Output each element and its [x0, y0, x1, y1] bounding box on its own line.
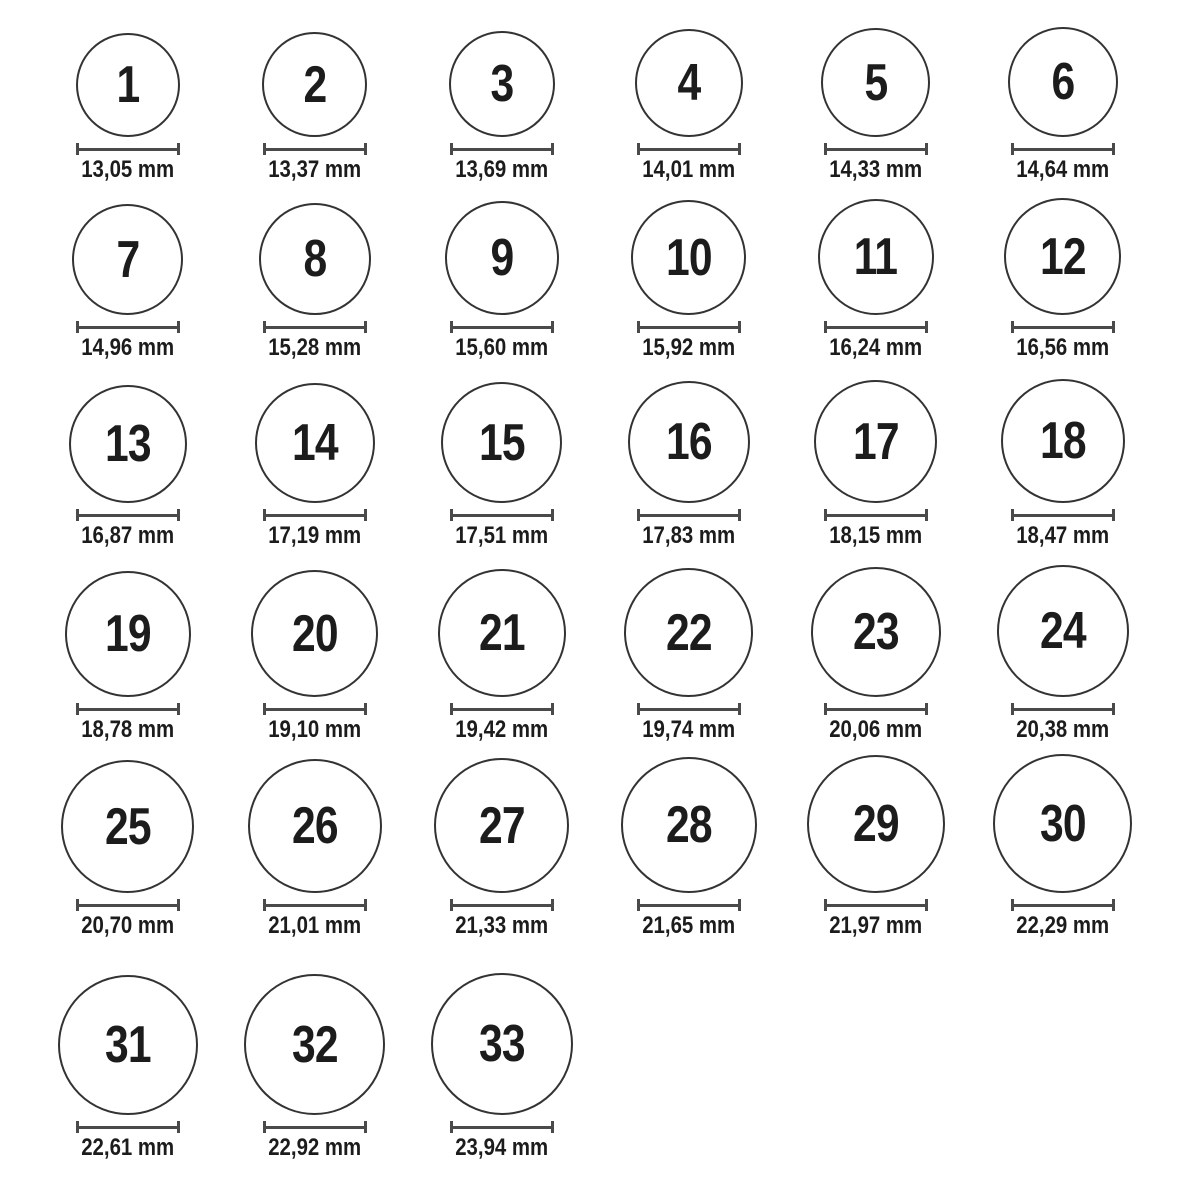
ring-size-cell [1008, 27, 1118, 182]
diameter-measure-line [637, 703, 741, 715]
measure-bar [827, 514, 925, 517]
measure-bar [266, 148, 364, 151]
size-circle [431, 973, 573, 1115]
diameter-measure-line [824, 899, 928, 911]
measure-tick-right [738, 899, 741, 911]
diameter-measure-line [637, 899, 741, 911]
measure-bar [453, 326, 551, 329]
measure-tick-right [925, 899, 928, 911]
measure-bar [1014, 148, 1112, 151]
measure-tick-right [177, 321, 180, 333]
size-number: 24 [1039, 602, 1086, 660]
ring-size-cell [434, 758, 569, 938]
size-circle [445, 201, 559, 315]
diameter-measure-line [263, 509, 367, 521]
measure-tick-right [1112, 321, 1115, 333]
size-number: 5 [864, 53, 887, 112]
diameter-label: 16,24 mm [829, 334, 922, 361]
diameter-label: 17,83 mm [642, 522, 735, 549]
measure-bar [453, 1126, 551, 1129]
size-circle [58, 975, 198, 1115]
measure-tick-right [177, 509, 180, 521]
ring-size-cell [259, 203, 371, 360]
size-circle [76, 33, 180, 137]
measure-bar [453, 904, 551, 907]
measure-bar [79, 708, 177, 711]
measure-tick-right [925, 703, 928, 715]
size-number: 19 [104, 605, 151, 663]
size-number: 26 [291, 797, 338, 855]
measure-tick-right [551, 703, 554, 715]
diameter-label: 21,97 mm [829, 912, 922, 939]
measure-bar [827, 148, 925, 151]
size-circle [72, 204, 183, 315]
diameter-label: 13,69 mm [455, 156, 548, 183]
diameter-label: 21,01 mm [268, 912, 361, 939]
size-number: 11 [853, 228, 898, 286]
size-number: 27 [478, 796, 525, 855]
measure-bar [453, 514, 551, 517]
diameter-measure-line [76, 703, 180, 715]
measure-bar [1014, 326, 1112, 329]
ring-size-cell [65, 571, 191, 742]
measure-tick-right [177, 1121, 180, 1133]
diameter-measure-line [637, 321, 741, 333]
measure-tick-right [925, 509, 928, 521]
ring-size-cell [72, 204, 183, 360]
size-number: 7 [116, 230, 139, 289]
diameter-label: 16,87 mm [81, 522, 174, 549]
size-circle [65, 571, 191, 697]
size-number: 17 [852, 412, 899, 471]
diameter-measure-line [263, 1121, 367, 1133]
ring-size-cell [811, 567, 941, 742]
measure-tick-right [364, 703, 367, 715]
size-circle [818, 199, 934, 315]
measure-tick-right [177, 899, 180, 911]
diameter-label: 16,56 mm [1016, 334, 1109, 361]
diameter-measure-line [824, 321, 928, 333]
measure-bar [453, 148, 551, 151]
size-circle [248, 759, 382, 893]
measure-tick-right [364, 321, 367, 333]
size-number: 9 [490, 229, 513, 287]
ring-size-cell [251, 570, 378, 742]
size-number: 22 [665, 603, 712, 662]
measure-bar [266, 1126, 364, 1129]
diameter-label: 19,10 mm [268, 716, 361, 743]
size-circle [821, 28, 930, 137]
measure-bar [1014, 904, 1112, 907]
size-number: 28 [665, 796, 712, 854]
size-number: 12 [1039, 227, 1086, 286]
ring-size-cell [438, 569, 566, 742]
diameter-label: 15,60 mm [455, 334, 548, 361]
diameter-label: 20,70 mm [81, 912, 174, 939]
size-number: 30 [1039, 794, 1086, 853]
diameter-label: 15,28 mm [268, 334, 361, 361]
diameter-measure-line [450, 509, 554, 521]
ring-size-cell [628, 381, 750, 548]
size-number: 29 [852, 795, 899, 853]
measure-bar [79, 514, 177, 517]
measure-bar [640, 708, 738, 711]
diameter-label: 22,61 mm [81, 1134, 174, 1161]
size-number: 23 [852, 603, 899, 661]
measure-bar [266, 708, 364, 711]
diameter-measure-line [1011, 321, 1115, 333]
measure-tick-right [925, 321, 928, 333]
measure-bar [266, 904, 364, 907]
diameter-label: 14,64 mm [1016, 156, 1109, 183]
measure-tick-right [364, 1121, 367, 1133]
measure-tick-right [738, 509, 741, 521]
size-number: 25 [104, 797, 151, 856]
diameter-measure-line [450, 143, 554, 155]
measure-bar [640, 326, 738, 329]
measure-bar [827, 326, 925, 329]
ring-size-cell [73, 33, 182, 182]
diameter-measure-line [637, 143, 741, 155]
diameter-label: 13,37 mm [268, 156, 361, 183]
measure-tick-right [551, 899, 554, 911]
ring-size-cell [61, 760, 194, 938]
diameter-label: 22,29 mm [1016, 912, 1109, 939]
diameter-measure-line [1011, 899, 1115, 911]
ring-size-cell [244, 974, 385, 1160]
size-circle [807, 755, 945, 893]
ring-size-cell [807, 755, 945, 938]
diameter-measure-line [637, 509, 741, 521]
measure-bar [640, 514, 738, 517]
ring-size-cell [1004, 198, 1121, 360]
ring-size-cell [624, 568, 753, 742]
measure-tick-right [738, 321, 741, 333]
diameter-measure-line [263, 703, 367, 715]
size-circle [628, 381, 750, 503]
size-number: 16 [665, 413, 712, 471]
size-number: 1 [116, 56, 139, 114]
size-circle [255, 383, 375, 503]
measure-bar [266, 514, 364, 517]
size-circle [1008, 27, 1118, 137]
measure-bar [79, 148, 177, 151]
measure-bar [827, 904, 925, 907]
size-grid [34, 0, 1200, 1160]
diameter-measure-line [76, 509, 180, 521]
size-number: 2 [303, 55, 326, 114]
size-circle [993, 754, 1132, 893]
size-circle [251, 570, 378, 697]
diameter-measure-line [450, 1121, 554, 1133]
diameter-measure-line [76, 321, 180, 333]
diameter-measure-line [76, 1121, 180, 1133]
diameter-label: 20,06 mm [829, 716, 922, 743]
diameter-label: 19,42 mm [455, 716, 548, 743]
diameter-measure-line [450, 899, 554, 911]
ring-size-cell [814, 380, 937, 548]
diameter-label: 23,94 mm [455, 1134, 548, 1161]
size-number: 32 [291, 1015, 338, 1074]
diameter-label: 18,78 mm [81, 716, 174, 743]
diameter-measure-line [76, 143, 180, 155]
ring-size-cell [431, 973, 573, 1160]
size-circle [434, 758, 569, 893]
ring-size-cell [1001, 379, 1125, 548]
measure-bar [453, 708, 551, 711]
ring-size-cell [818, 199, 934, 360]
measure-tick-right [364, 509, 367, 521]
diameter-measure-line [263, 321, 367, 333]
ring-size-cell [58, 975, 198, 1160]
measure-tick-right [551, 1121, 554, 1133]
size-number: 20 [291, 604, 338, 663]
size-circle [635, 29, 743, 137]
ring-size-cell [248, 759, 382, 938]
size-circle [61, 760, 194, 893]
size-circle [814, 380, 937, 503]
ring-size-cell [631, 200, 746, 360]
measure-tick-right [925, 143, 928, 155]
measure-bar [79, 1126, 177, 1129]
size-number: 6 [1051, 53, 1074, 111]
measure-bar [640, 148, 738, 151]
diameter-label: 15,92 mm [642, 334, 735, 361]
diameter-label: 14,01 mm [642, 156, 735, 183]
ring-size-cell [255, 383, 375, 548]
size-circle [631, 200, 746, 315]
size-number: 18 [1039, 412, 1086, 470]
ring-size-cell [445, 201, 559, 360]
diameter-label: 21,65 mm [642, 912, 735, 939]
diameter-label: 18,15 mm [829, 522, 922, 549]
diameter-label: 14,96 mm [81, 334, 174, 361]
diameter-label: 14,33 mm [829, 156, 922, 183]
diameter-label: 21,33 mm [455, 912, 548, 939]
size-number: 14 [291, 414, 338, 472]
diameter-measure-line [824, 509, 928, 521]
measure-tick-right [1112, 143, 1115, 155]
size-number: 15 [478, 413, 525, 472]
ring-size-cell [621, 757, 757, 938]
diameter-measure-line [450, 321, 554, 333]
measure-bar [1014, 514, 1112, 517]
diameter-label: 22,92 mm [268, 1134, 361, 1161]
ring-size-cell [69, 385, 187, 548]
ring-size-cell [634, 29, 743, 182]
size-circle [441, 382, 562, 503]
ring-size-cell [441, 382, 562, 548]
diameter-measure-line [1011, 703, 1115, 715]
size-number: 21 [478, 604, 525, 662]
measure-tick-right [1112, 509, 1115, 521]
measure-tick-right [551, 321, 554, 333]
diameter-measure-line [263, 899, 367, 911]
size-number: 33 [478, 1015, 525, 1073]
measure-bar [79, 904, 177, 907]
measure-tick-right [364, 899, 367, 911]
ring-size-cell [997, 565, 1129, 742]
size-number: 8 [303, 230, 326, 288]
measure-bar [640, 904, 738, 907]
measure-bar [266, 326, 364, 329]
diameter-label: 17,19 mm [268, 522, 361, 549]
size-number: 10 [665, 228, 712, 287]
measure-bar [79, 326, 177, 329]
measure-bar [1014, 708, 1112, 711]
size-number: 3 [490, 55, 513, 113]
measure-tick-right [738, 143, 741, 155]
size-circle [624, 568, 753, 697]
measure-tick-right [551, 509, 554, 521]
diameter-label: 18,47 mm [1016, 522, 1109, 549]
ring-size-cell [821, 28, 930, 182]
ring-size-cell [993, 754, 1132, 938]
size-circle [1001, 379, 1125, 503]
size-circle [811, 567, 941, 697]
measure-tick-right [1112, 899, 1115, 911]
measure-tick-right [177, 703, 180, 715]
diameter-measure-line [263, 143, 367, 155]
size-number: 13 [104, 415, 151, 473]
size-circle [69, 385, 187, 503]
diameter-measure-line [824, 703, 928, 715]
size-circle [621, 757, 757, 893]
measure-tick-right [364, 143, 367, 155]
diameter-measure-line [76, 899, 180, 911]
diameter-measure-line [1011, 509, 1115, 521]
size-circle [449, 31, 555, 137]
diameter-measure-line [450, 703, 554, 715]
diameter-label: 13,05 mm [81, 156, 174, 183]
measure-tick-right [1112, 703, 1115, 715]
size-circle [262, 32, 367, 137]
ring-size-cell [447, 31, 556, 182]
size-circle [244, 974, 385, 1115]
size-circle [997, 565, 1129, 697]
measure-tick-right [551, 143, 554, 155]
diameter-label: 20,38 mm [1016, 716, 1109, 743]
diameter-measure-line [824, 143, 928, 155]
size-circle [259, 203, 371, 315]
measure-bar [827, 708, 925, 711]
measure-tick-right [738, 703, 741, 715]
ring-size-cell [260, 32, 369, 182]
diameter-label: 19,74 mm [642, 716, 735, 743]
size-number: 4 [677, 54, 700, 112]
diameter-measure-line [1011, 143, 1115, 155]
size-circle [438, 569, 566, 697]
diameter-label: 17,51 mm [455, 522, 548, 549]
measure-tick-right [177, 143, 180, 155]
size-number: 31 [104, 1016, 151, 1074]
size-circle [1004, 198, 1121, 315]
